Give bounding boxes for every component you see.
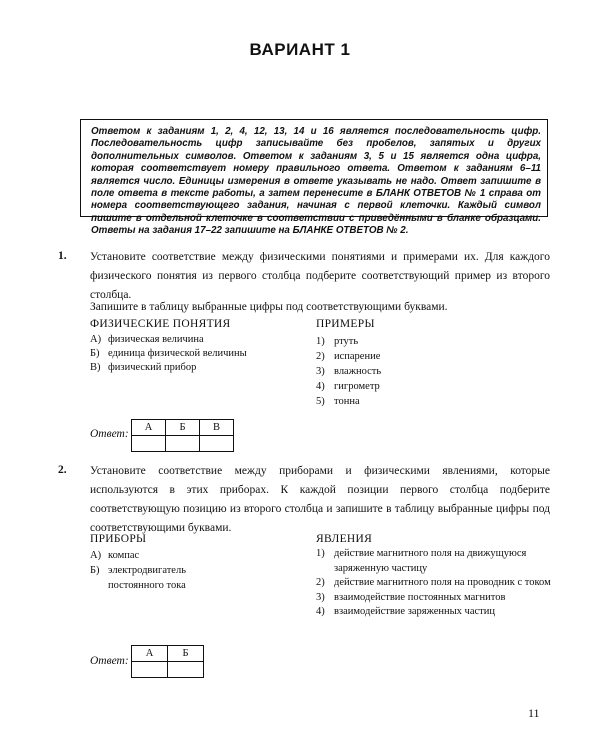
list-item: 2) испарение bbox=[316, 351, 381, 362]
list-item: 3) взаимодействие постоянных магнитов bbox=[316, 591, 506, 603]
question-1-right-list bbox=[316, 334, 546, 409]
question-1-text: Установите соответствие между физическими понятиями и примерами их. Для каждого физического понятия из первого столбца подберите соответствующий пример из второго столбца. bbox=[90, 251, 550, 301]
question-1-right-header: ПРИМЕРЫ bbox=[316, 318, 375, 330]
question-2-right-header: ЯВЛЕНИЯ bbox=[316, 533, 373, 545]
list-item: А) физическая величина bbox=[90, 334, 204, 345]
list-item: 4) взаимодействие заряженных частиц bbox=[316, 606, 495, 617]
list-item: 4) гигрометр bbox=[316, 381, 380, 392]
page-title: ВАРИАНТ 1 bbox=[249, 40, 351, 59]
answer-column-header: Б bbox=[168, 646, 204, 662]
question-1-left-list bbox=[90, 333, 300, 375]
instructions-box: Ответом к заданиям 1, 2, 4, 12, 13, 14 и 16 является последовательность цифр. Последовательность цифр записывайте без пробелов, запятых и других дополнительных символов. Ответом к заданиям 3, 5 и 15 является одна цифра, которая соответствует номеру правильного ответа. Ответом к заданиям 6–11 является число. Единицы измерения в ответе указывать не надо. Ответ запишите в поле ответа в тексте работы, а затем перенесите в БЛАНК ОТВЕТОВ № 1 справа от номера соответствующего задания, начиная с первой клеточки. Каждый символ пишите в отдельной клеточке в соответствии с приведёнными в бланке образцами. Ответы на задания 17–22 запишите на БЛАНКЕ ОТВЕТОВ № 2. bbox=[80, 119, 548, 217]
list-item: 3) влажность bbox=[316, 366, 382, 377]
list-item: 1) ртуть bbox=[316, 336, 359, 347]
answer-cell[interactable] bbox=[200, 436, 234, 452]
question-1-subtext: Запишите в таблицу выбранные цифры под соответствующими буквами. bbox=[90, 301, 448, 313]
answer-cell[interactable] bbox=[132, 662, 168, 678]
question-2-answer-label: Ответ: bbox=[90, 655, 129, 667]
answer-column-header: Б bbox=[166, 420, 200, 436]
question-2-answer-table bbox=[131, 645, 204, 678]
answer-column-header: А bbox=[132, 420, 166, 436]
question-2-left-list bbox=[90, 548, 230, 593]
answer-cell[interactable] bbox=[168, 662, 204, 678]
question-2-number: 2. bbox=[58, 464, 67, 476]
answer-column-header: В bbox=[200, 420, 234, 436]
list-item: 5) тонна bbox=[316, 396, 360, 407]
question-1-answer-label: Ответ: bbox=[90, 428, 129, 440]
question-1-left-header: ФИЗИЧЕСКИЕ ПОНЯТИЯ bbox=[90, 318, 231, 330]
list-item: Б) единица физической величины bbox=[90, 348, 247, 359]
answer-cell[interactable] bbox=[166, 436, 200, 452]
question-2-text: Установите соответствие между приборами и физическими явлениями, которые используются в этих приборах. К каждой позиции первого столбца подберите соответствующую позицию из второго столбца и запишите в таблицу выбранные цифры под соответствующими буквами. bbox=[90, 465, 550, 534]
list-item: А) компас bbox=[90, 550, 140, 561]
question-2-right-list bbox=[316, 547, 552, 620]
page-number: 11 bbox=[528, 706, 540, 720]
list-item: 2) действие магнитного поля на проводник с током bbox=[316, 577, 551, 588]
list-item: 1) действие магнитного поля на движущуюся заряженную частицу bbox=[316, 548, 527, 574]
list-item: Б) электродвигатель постоянного тока bbox=[90, 565, 186, 591]
question-2-left-header: ПРИБОРЫ bbox=[90, 533, 147, 545]
question-1-number: 1. bbox=[58, 250, 67, 262]
question-1-answer-table bbox=[131, 419, 234, 452]
answer-cell[interactable] bbox=[132, 436, 166, 452]
list-item: В) физический прибор bbox=[90, 362, 197, 373]
answer-column-header: А bbox=[132, 646, 168, 662]
